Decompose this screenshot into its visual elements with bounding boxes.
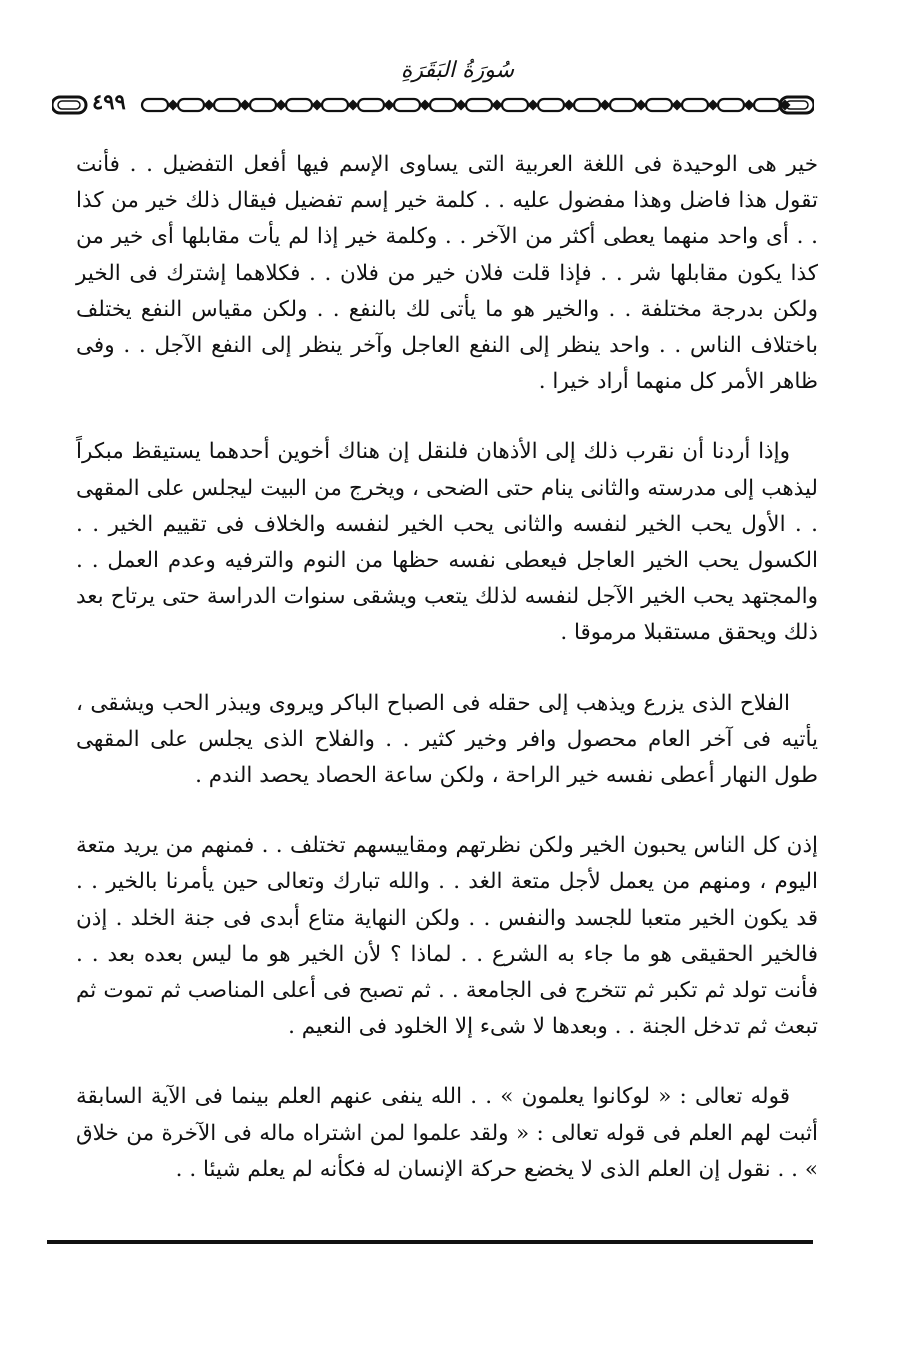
paragraph-1: خير هى الوحيدة فى اللغة العربية التى يساوى الإسم فيها أفعل التفضيل . . فأنت تقول هذا فاضل وهذا مفضول عليه . . كلمة خير إسم تفضيل فيقال ذلك خير من كذا . . أى واحد منهما يعطى أكثر من الآخر . . وكلمة خير إذا لم يأت مقابلها أى خير من كذا يكون مقابلها شر . . فإذا قلت فلان خير من فلان . . فكلاهما إشترك فى الخير ولكن بدرجة مختلفة . . والخير هو ما يأتى لك بالنفع . . ولكن مقياس النفع يختلف باختلاف الناس . . واحد ينظر إلى النفع العاجل وآخر ينظر إلى النفع الآجل . . وفى ظاهر الأمر كل منهما أراد خيرا . [76, 152, 818, 395]
paragraph-3: الفلاح الذى يزرع ويذهب إلى حقله فى الصباح الباكر ويروى ويبذر الحب ويشقى ، يأتيه فى آخر العام محصول وافر وخير كثير . . والفلاح الذى يجلس على المقهى طول النهار أعطى نفسه خير الراحة ، ولكن ساعة الحصاد يحصد الندم . [76, 690, 818, 789]
paragraph-4: إذن كل الناس يحبون الخير ولكن نظرتهم ومقاييسهم تختلف . . فمنهم من يريد متعة اليوم ، ومنهم من يعمل لأجل متعة الغد . . والله تبارك وتعالى حين يأمرنا بالخير . . قد يكون الخير متعبا للجسد والنفس . . ولكن النهاية متاع أبدى فى جنة الخلد . إذن فالخير الحقيقى هو ما جاء به الشرع . . لماذا ؟ لأن الخير هو ما ليس بعده بعد . . فأنت تولد ثم تكبر ثم تتخرج فى الجامعة . . ثم تصبح فى أعلى المناصب ثم تموت ثم تبعث ثم تدخل الجنة . . وبعدها لا شىء إلا الخلود فى النعيم . [76, 833, 818, 1040]
surah-title: سُورَةُ البَقَرَةِ [400, 58, 515, 83]
page-body [76, 147, 818, 1222]
ornament-border-icon [52, 94, 814, 116]
page-number: ٤٩٩ [92, 89, 126, 114]
paragraph-2: وإذا أردنا أن نقرب ذلك إلى الأذهان فلنقل إن هناك أخوين أحدهما يستيقظ مبكراً ليذهب إلى مدرسته والثانى ينام حتى الضحى ، ويخرج من البيت ليجلس على المقهى . . الأول يحب الخير لنفسه والثانى يحب الخير لنفسه والخلاف فى تقييم الخير . . الكسول يحب الخير العاجل فيعطى نفسه حظها من النوم والترفيه وعدم العمل . . والمجتهد يحب الخير الآجل لنفسه لذلك يتعب ويشقى سنوات الدراسة حتى يرتاح بعد ذلك ويحقق مستقبلا مرموقا . [76, 439, 818, 646]
footer-rule [47, 1240, 813, 1244]
paragraph-5: قوله تعالى : « لوكانوا يعلمون » . . الله ينفى عنهم العلم بينما فى الآية السابقة أثبت لهم العلم فى قوله تعالى : « ولقد علموا لمن اشتراه ماله فى الآخرة من خلاق » . . نقول إن العلم الذى لا يخضع حركة الإنسان له فكأنه لم يعلم شيئا . . [76, 1084, 818, 1182]
